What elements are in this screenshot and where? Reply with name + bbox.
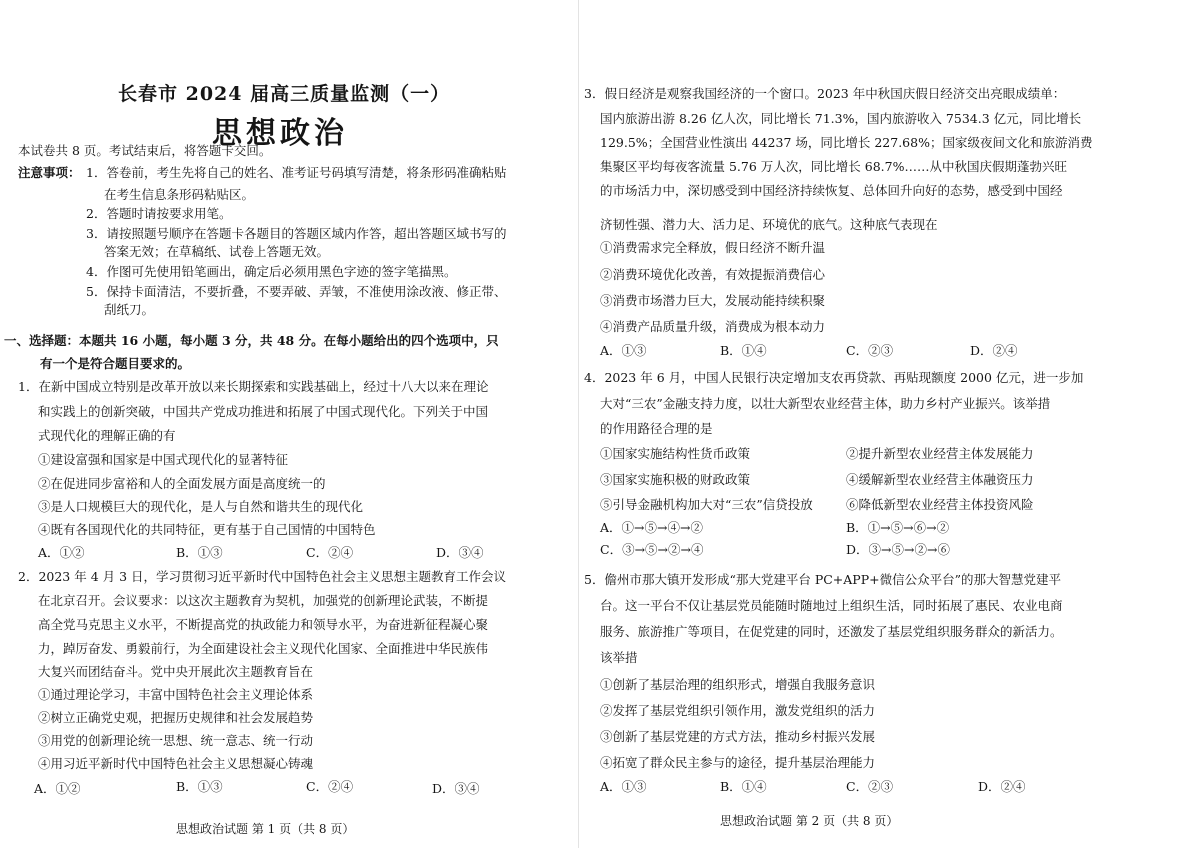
- q2-option-c: C．②④: [306, 779, 354, 794]
- note-item: 1．答卷前，考生先将自己的姓名、准考证号码填写清楚，将条形码准确粘贴: [86, 165, 507, 180]
- q3-stem: 国内旅游出游 8.26 亿人次，同比增长 71.3%，国内旅游收入 7534.3 亿元，同比增长: [600, 111, 1082, 126]
- q2-stem: 力，踔厉奋发、勇毅前行，为全面建设社会主义现代化国家、全面推进中华民族伟: [38, 641, 489, 656]
- q5-item: ①创新了基层治理的组织形式，增强自我服务意识: [600, 677, 876, 692]
- q1-item: ①建设富强和国家是中国式现代化的显著特征: [38, 452, 289, 467]
- q4-option-c: C．③→⑤→②→④: [600, 542, 704, 557]
- q5-stem: 5．儋州市那大镇开发形成“那大党建平台 PC+APP+微信公众平台”的那大智慧党建平: [584, 572, 1061, 587]
- q5-option-c: C．②③: [846, 779, 894, 794]
- q3-stem: 3．假日经济是观察我国经济的一个窗口。2023 年中秋国庆假日经济交出亮眼成绩单：: [584, 86, 1066, 101]
- q4-item: ⑤引导金融机构加大对“三农”信贷投放: [600, 497, 813, 512]
- q1-stem: 式现代化的理解正确的有: [38, 428, 176, 443]
- q4-stem: 4．2023 年 6 月，中国人民银行决定增加支农再贷款、再贴现额度 2000 亿元，进一步加: [584, 370, 1084, 385]
- q2-stem: 在北京召开。会议要求：以这次主题教育为契机，加强党的创新理论武装，不断提: [38, 593, 489, 608]
- q2-stem: 大复兴而团结奋斗。党中央开展此次主题教育旨在: [38, 664, 314, 679]
- note-item-cont: 答案无效；在草稿纸、试卷上答题无效。: [104, 244, 330, 259]
- q4-item: ④缓解新型农业经营主体融资压力: [846, 472, 1034, 487]
- q2-item: ①通过理论学习，丰富中国特色社会主义理论体系: [38, 687, 314, 702]
- note-item-cont: 刮纸刀。: [104, 302, 155, 317]
- q2-stem: 2．2023 年 4 月 3 日，学习贯彻习近平新时代中国特色社会主义思想主题教育工作会议: [18, 569, 507, 584]
- q3-option-b: B．①④: [720, 343, 767, 358]
- q3-item: ②消费环境优化改善，有效提振消费信心: [600, 267, 826, 282]
- q3-stem: 129.5%；全国营业性演出 44237 场，同比增长 227.68%；国家级夜间文化和旅游消费: [600, 135, 1093, 150]
- q3-stem: 济韧性强、潜力大、活力足、环境优的底气。这种底气表现在: [600, 217, 938, 232]
- q1-item: ③是人口规模巨大的现代化，是人与自然和谐共生的现代化: [38, 499, 364, 514]
- subject-title: 思想政治: [212, 116, 348, 151]
- q1-stem: 和实践上的创新突破，中国共产党成功推进和拓展了中国式现代化。下列关于中国: [38, 404, 489, 419]
- q3-option-a: A．①③: [600, 343, 647, 358]
- q4-item: ⑥降低新型农业经营主体投资风险: [846, 497, 1034, 512]
- q5-stem: 服务、旅游推广等项目，在促党建的同时，还激发了基层党组织服务群众的新活力。: [600, 624, 1063, 639]
- q4-item: ①国家实施结构性货币政策: [600, 446, 751, 461]
- q1-option-a: A．①②: [38, 545, 85, 560]
- page-footer: 思想政治试题 第 2 页（共 8 页）: [720, 814, 899, 828]
- note-item-cont: 在考生信息条形码粘贴区。: [104, 187, 255, 202]
- note-item: 3．请按照题号顺序在答题卡各题目的答题区域内作答，超出答题区域书写的: [86, 226, 507, 241]
- q2-option-a: A．①②: [34, 781, 81, 796]
- q1-stem: 1．在新中国成立特别是改革开放以来长期探索和实践基础上，经过十八大以来在理论: [18, 379, 489, 394]
- q4-option-b: B．①→⑤→⑥→②: [846, 520, 950, 535]
- q2-item: ④用习近平新时代中国特色社会主义思想凝心铸魂: [38, 756, 314, 771]
- q5-option-a: A．①③: [600, 779, 647, 794]
- q1-option-b: B．①③: [176, 545, 223, 560]
- q2-item: ③用党的创新理论统一思想、统一意志、统一行动: [38, 733, 314, 748]
- q5-item: ②发挥了基层党组织引领作用，激发党组织的活力: [600, 703, 876, 718]
- q2-option-b: B．①③: [176, 779, 223, 794]
- q2-item: ②树立正确党史观，把握历史规律和社会发展趋势: [38, 710, 314, 725]
- q1-option-d: D．③④: [436, 545, 484, 560]
- page-footer: 思想政治试题 第 1 页（共 8 页）: [176, 822, 355, 836]
- q4-stem: 大对“三农”金融支持力度，以壮大新型农业经营主体，助力乡村产业振兴。该举措: [600, 396, 1051, 411]
- note-item: 4．作图可先使用铅笔画出，确定后必须用黑色字迹的签字笔描黑。: [86, 264, 457, 279]
- q5-stem: 台。这一平台不仅让基层党员能随时随地过上组织生活，同时拓展了惠民、农业电商: [600, 598, 1063, 613]
- q3-option-c: C．②③: [846, 343, 894, 358]
- q4-option-a: A．①→⑤→④→②: [600, 520, 703, 535]
- q1-option-c: C．②④: [306, 545, 354, 560]
- right-page: [580, 0, 1200, 848]
- q3-stem: 的市场活力中，深切感受到中国经济持续恢复、总体回升向好的态势，感受到中国经: [600, 183, 1063, 198]
- q3-item: ③消费市场潜力巨大，发展动能持续积聚: [600, 293, 826, 308]
- q4-option-d: D．③→⑤→②→⑥: [846, 542, 950, 557]
- q4-item: ②提升新型农业经营主体发展能力: [846, 446, 1034, 461]
- q3-option-d: D．②④: [970, 343, 1018, 358]
- notes-label: 注意事项：: [18, 165, 81, 180]
- note-item: 5．保持卡面清洁，不要折叠，不要弄破、弄皱，不准使用涂改液、修正带、: [86, 284, 507, 299]
- q5-item: ④拓宽了群众民主参与的途径，提升基层治理能力: [600, 755, 876, 770]
- q3-item: ④消费产品质量升级，消费成为根本动力: [600, 319, 826, 334]
- q5-stem: 该举措: [600, 650, 638, 665]
- q2-option-d: D．③④: [432, 781, 480, 796]
- q1-item: ④既有各国现代化的共同特征，更有基于自己国情的中国特色: [38, 522, 376, 537]
- section-heading-cont: 有一个是符合题目要求的。: [40, 356, 191, 371]
- q3-stem: 集聚区平均每夜客流量 5.76 万人次，同比增长 68.7%……从中秋国庆假期蓬勃兴旺: [600, 159, 1067, 174]
- q4-stem: 的作用路径合理的是: [600, 421, 713, 436]
- note-item: 2．答题时请按要求用笔。: [86, 206, 232, 221]
- left-page: [0, 0, 580, 848]
- q5-option-b: B．①④: [720, 779, 767, 794]
- exam-title: 长春市 2024 届高三质量监测（一）: [118, 83, 451, 105]
- q1-item: ②在促进同步富裕和人的全面发展方面是高度统一的: [38, 476, 326, 491]
- q4-item: ③国家实施积极的财政政策: [600, 472, 751, 487]
- q2-stem: 高全党马克思主义水平，不断提高党的执政能力和领导水平，为奋进新征程凝心聚: [38, 617, 489, 632]
- section-heading: 一、选择题：本题共 16 小题，每小题 3 分，共 48 分。在每小题给出的四个选项中，只: [4, 333, 499, 348]
- q5-option-d: D．②④: [978, 779, 1026, 794]
- q5-item: ③创新了基层党建的方式方法，推动乡村振兴发展: [600, 729, 876, 744]
- q3-item: ①消费需求完全释放，假日经济不断升温: [600, 240, 826, 255]
- intro-text: 本试卷共 8 页。考试结束后，将答题卡交回。: [18, 143, 272, 158]
